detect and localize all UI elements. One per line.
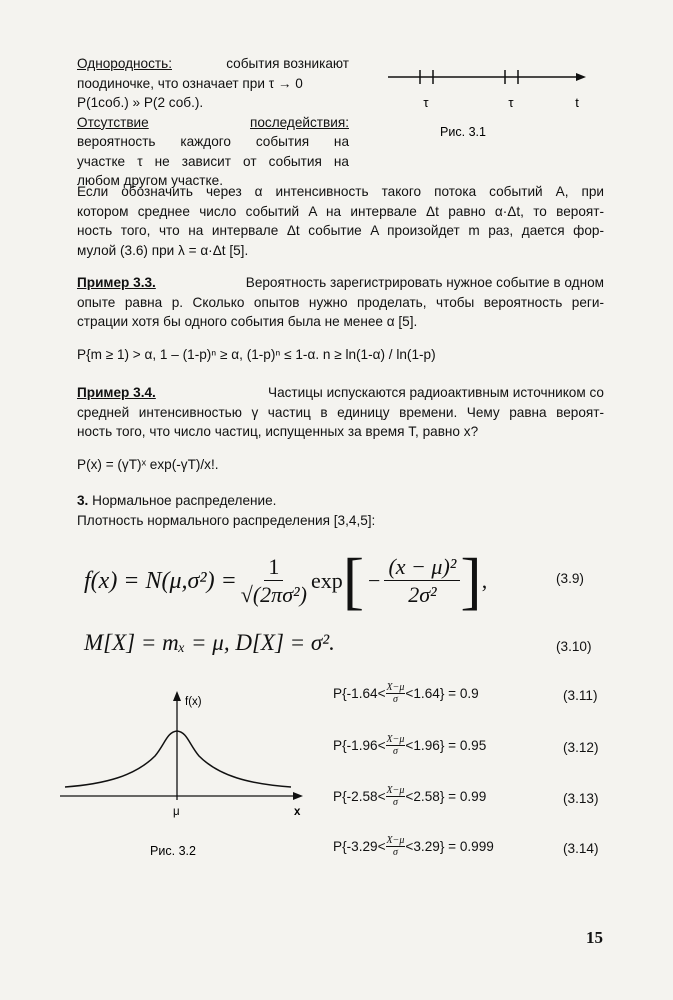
figure-3-1 xyxy=(380,60,600,150)
example-3-4-solution: P(x) = (γT)ˣ exp(-γT)/x!. xyxy=(77,457,219,472)
eq311-right: <1.64} = 0.9 xyxy=(405,686,479,701)
equation-3-11 xyxy=(333,682,479,705)
section-3-title: Нормальное распределение. xyxy=(92,493,277,508)
eq39-right-bracket: ] xyxy=(460,545,482,616)
example-3-4-text-2: средней интенсивностью γ частиц в единицу времени. Чему равна вероят- xyxy=(77,404,604,420)
example-3-3-line-1 xyxy=(77,273,604,293)
eq312-right: <1.96} = 0.95 xyxy=(405,738,487,753)
intro-line-1 xyxy=(77,54,349,74)
figure-3-1-caption: Рис. 3.1 xyxy=(440,125,486,139)
equation-3-9 xyxy=(84,546,487,616)
eq39-minus: − xyxy=(368,568,381,593)
eq311-left: P{-1.64< xyxy=(333,686,386,701)
eq314-number: (3.14) xyxy=(563,841,599,856)
eq39-inner-den: 2σ² xyxy=(408,581,437,607)
eq39-inner-fraction xyxy=(384,554,460,609)
example-3-3-solution: P{m ≥ 1) > α, 1 – (1-p)ⁿ ≥ α, (1-p)ⁿ ≤ 1-α. n ≥ ln(1-α) / ln(1-p) xyxy=(77,347,436,362)
eq311-number: (3.11) xyxy=(563,688,598,703)
x-label: x xyxy=(294,806,301,818)
example-3-4-text-1: Частицы испускаются радиоактивным источником со xyxy=(268,385,604,400)
x-axis-arrow xyxy=(293,792,303,800)
equation-3-10: M[X] = mₓ = μ, D[X] = σ². xyxy=(84,630,335,655)
y-axis-arrow xyxy=(173,691,181,701)
eq39-frac-den: √(2πσ²) xyxy=(240,581,307,607)
eq39-fraction xyxy=(241,554,307,609)
homogeneity-text-2: поодиночке, что означает при τ → 0 xyxy=(77,75,303,91)
aftereffect-text-2: участке τ не зависит от события на xyxy=(77,153,349,169)
example-3-3-text-2: опыте равна p. Сколько опытов нужно проделать, чтобы вероятность реги- xyxy=(77,294,604,310)
fx-label: f(x) xyxy=(185,696,202,708)
eq312-number: (3.12) xyxy=(563,740,599,755)
example-3-4-text-3: ность того, что число частиц, испущенных за время T, равно x? xyxy=(77,424,479,439)
eq314-left: P{-3.29< xyxy=(333,839,386,854)
intro-block xyxy=(77,54,349,191)
example-3-3-label: Пример 3.3. xyxy=(77,275,156,290)
homogeneity-text-1: события возникают xyxy=(226,56,349,71)
eq39-number: (3.9) xyxy=(556,571,584,586)
intro-line-4 xyxy=(77,113,349,133)
example-3-3 xyxy=(77,273,604,332)
eq313-number: (3.13) xyxy=(563,791,599,806)
t-label: t xyxy=(575,95,579,110)
example-3-3-text-3: страции хотя бы одного события была не менее α [5]. xyxy=(77,314,418,329)
figure-3-2-caption: Рис. 3.2 xyxy=(150,844,196,858)
eq314-den: σ xyxy=(393,847,398,858)
equation-3-13 xyxy=(333,785,486,808)
eq312-fraction xyxy=(386,734,406,757)
page-number: 15 xyxy=(586,928,603,947)
equation-3-14 xyxy=(333,835,494,858)
eq313-den: σ xyxy=(393,797,398,808)
eq314-right: <3.29} = 0.999 xyxy=(405,839,494,854)
eq313-num: X−μ xyxy=(386,785,405,796)
eq311-fraction xyxy=(386,682,406,705)
eq39-inner-num: (x − μ)² xyxy=(384,554,460,581)
intensity-line-1: Если обозначить через α интенсивность такого потока событий A, при xyxy=(77,184,604,199)
example-3-4-line-1 xyxy=(77,383,604,403)
intensity-paragraph xyxy=(77,182,604,260)
equation-3-12 xyxy=(333,734,486,757)
aftereffect-label-b: последействия: xyxy=(250,114,349,130)
tau-label-2: τ xyxy=(508,95,514,110)
eq39-comma: , xyxy=(481,568,488,593)
aftereffect-text-3: любом другом участке. xyxy=(77,173,223,188)
eq313-fraction xyxy=(386,785,406,808)
eq313-left: P{-2.58< xyxy=(333,789,386,804)
intensity-line-2: котором среднее число событий A на интервале Δt равно α·Δt, то вероят- xyxy=(77,203,604,219)
eq314-num: X−μ xyxy=(386,835,405,846)
example-3-4-label: Пример 3.4. xyxy=(77,385,156,400)
aftereffect-text-1: вероятность каждого события на xyxy=(77,134,349,149)
eq39-left-bracket: [ xyxy=(342,545,365,616)
figure-3-2 xyxy=(55,688,315,863)
eq312-den: σ xyxy=(393,746,398,757)
tau-label-1: τ xyxy=(423,95,429,110)
eq312-left: P{-1.96< xyxy=(333,738,386,753)
aftereffect-label-a: Отсутствие xyxy=(77,114,149,130)
eq39-exp: exp xyxy=(310,568,343,593)
normal-curve xyxy=(65,731,291,787)
eq39-frac-num: 1 xyxy=(264,554,283,581)
eq313-right: <2.58} = 0.99 xyxy=(405,789,487,804)
eq312-num: X−μ xyxy=(386,734,405,745)
axis-arrow xyxy=(576,73,586,81)
homogeneity-label: Однородность: xyxy=(77,56,172,71)
section-3-number: 3. xyxy=(77,493,89,508)
eq314-fraction xyxy=(386,835,406,858)
intensity-line-4: мулой (3.6) при λ = α·Δt [5]. xyxy=(77,242,249,258)
eq310-number: (3.10) xyxy=(556,639,592,654)
example-3-3-text-1: Вероятность зарегистрировать нужное событие в одном xyxy=(245,275,604,290)
mu-label: μ xyxy=(173,806,180,818)
section-3-heading xyxy=(77,491,276,511)
eq311-den: σ xyxy=(393,694,398,705)
eq39-lhs: f(x) = N(μ,σ²) = xyxy=(84,567,237,594)
intensity-line-3: ность того, что на интервале Δt событие A произойдет m раз, дается фор- xyxy=(77,223,604,238)
homogeneity-text-3: P(1соб.) » P(2 соб.). xyxy=(77,95,204,110)
density-line: Плотность нормального распределения [3,4,5]: xyxy=(77,513,376,528)
example-3-4 xyxy=(77,383,604,442)
eq311-num: X−μ xyxy=(386,682,405,693)
